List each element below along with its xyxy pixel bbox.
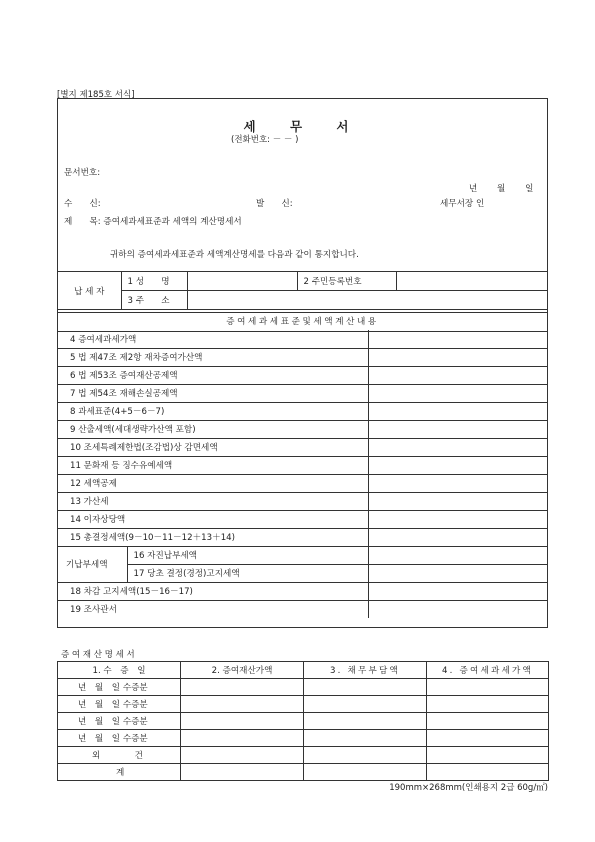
calc-item-value[interactable] [368,456,547,474]
property-header-taxable: 4. 증여세과세가액 [427,662,549,679]
subject-line: 제 목: 증여세과세표준과 세액의 계산명세서 [64,217,242,227]
calc-item-label: 19 조사관서 [58,600,368,618]
property-value-cell[interactable] [181,679,304,696]
calc-row [58,582,547,600]
receipt-date-label: 년 월 일 수증분 [78,700,148,710]
property-table [57,661,549,781]
recipient-label: 수 신: [64,199,101,209]
taxable-value-cell[interactable] [427,713,549,730]
property-header-value: 2. 증여재산가액 [181,662,304,679]
calc-item-label: 10 조세특례제한법(조감법)상 감면세액 [58,438,368,456]
calc-item-value[interactable] [368,348,547,366]
receipt-date-cell [58,764,181,781]
property-value-cell[interactable] [181,696,304,713]
property-row [58,764,549,781]
address-field[interactable] [187,291,547,310]
calc-item-value[interactable] [368,438,547,456]
property-title: 증여재산명세서 [61,650,138,660]
tax-notice-form [57,98,548,628]
debt-cell[interactable] [304,747,427,764]
receipt-date-label: 외 건 [92,751,143,761]
address-label: 3 주 소 [121,291,187,310]
property-row [58,679,549,696]
calc-item-label: 13 가산세 [58,492,368,510]
sender-label: 발 신: [256,199,293,209]
calc-section-header: 증여세과세표준및세액계산내용 [58,312,547,332]
calc-row [58,528,547,546]
notice-body-text: 귀하의 증여세과세표준과 세액계산명세를 다음과 같이 통지합니다. [110,250,359,260]
calc-item-label: 6 법 제53조 증여재산공제액 [58,366,368,384]
calc-row [58,600,547,618]
receipt-date-cell [58,679,181,696]
form-label: [별지 제185호 서식] [57,90,135,100]
calc-item-value[interactable] [368,420,547,438]
calc-row [58,348,547,366]
calc-item-value[interactable] [368,384,547,402]
calc-item-value[interactable] [368,528,547,546]
calc-item-label: 7 법 제54조 재해손실공제액 [58,384,368,402]
calc-item-label: 14 이자상당액 [58,510,368,528]
calc-item-label: 5 법 제47조 제2항 재차증여가산액 [58,348,368,366]
office-chief-seal: 세무서장 인 [440,199,485,209]
calc-item-value[interactable] [368,402,547,420]
taxable-value-cell[interactable] [427,696,549,713]
debt-cell[interactable] [304,679,427,696]
receipt-date-cell [58,713,181,730]
calc-item-value[interactable] [368,564,547,582]
property-value-cell[interactable] [181,730,304,747]
receipt-date-label: 년 월 일 수증분 [78,717,148,727]
resident-id-field[interactable] [396,272,547,291]
resident-id-label: 2 주민등록번호 [297,272,396,291]
taxable-value-cell[interactable] [427,764,549,781]
property-row [58,747,549,764]
calc-item-label: 4 증여세과세가액 [58,330,368,348]
calc-item-value[interactable] [368,546,547,564]
calc-row [58,366,547,384]
calc-item-label: 16 자진납부세액 [127,546,368,564]
office-title: 세 무 서 [243,119,364,134]
calc-item-label: 15 총결정세액(9－10－11－12＋13＋14) [58,528,368,546]
calc-row [58,492,547,510]
taxable-value-cell[interactable] [427,730,549,747]
receipt-date-label: 계 [116,768,125,778]
calc-row [58,510,547,528]
phone-number-line: (전화번호: － － ) [231,135,299,145]
calc-item-label: 8 과세표준(4+5－6－7) [58,402,368,420]
date-line: 년 월 일 [469,184,534,194]
calc-row [58,384,547,402]
taxpayer-group-label: 납 세 자 [58,272,121,310]
property-row [58,696,549,713]
calc-item-value[interactable] [368,366,547,384]
calc-item-value[interactable] [368,330,547,348]
calc-item-label: 18 차감 고지세액(15－16－17) [58,582,368,600]
property-value-cell[interactable] [181,747,304,764]
calc-row [58,330,547,348]
debt-cell[interactable] [304,730,427,747]
debt-cell[interactable] [304,696,427,713]
calc-item-label: 17 당초 결정(경정)고지세액 [127,564,368,582]
calc-row [58,546,547,564]
calc-item-value[interactable] [368,510,547,528]
receipt-date-label: 년 월 일 수증분 [78,734,148,744]
name-label: 1 성 명 [121,272,187,291]
receipt-date-label: 년 월 일 수증분 [78,683,148,693]
receipt-date-cell [58,747,181,764]
receipt-date-cell [58,730,181,747]
calc-item-value[interactable] [368,474,547,492]
calc-row [58,564,547,582]
doc-number-label: 문서번호: [64,168,101,178]
paid-tax-group-label: 기납부세액 [58,546,127,582]
calc-item-label: 9 산출세액(세대생략가산액 포함) [58,420,368,438]
calc-row [58,438,547,456]
property-value-cell[interactable] [181,764,304,781]
name-field[interactable] [187,272,297,291]
paper-size-footer: 190mm×268mm(인쇄용지 2급 60g/㎡) [389,783,548,793]
calc-item-value[interactable] [368,600,547,618]
calc-row [58,474,547,492]
calc-item-label: 11 문화재 등 징수유예세액 [58,456,368,474]
taxpayer-table [58,271,547,310]
calc-item-value[interactable] [368,582,547,600]
property-header-date: 1. 수 증 일 [58,662,181,679]
receipt-date-cell [58,696,181,713]
debt-cell[interactable] [304,713,427,730]
taxable-value-cell[interactable] [427,747,549,764]
property-row [58,713,549,730]
calc-row [58,420,547,438]
calc-item-value[interactable] [368,492,547,510]
property-header-debt: 3. 채무부담액 [304,662,427,679]
property-row [58,730,549,747]
taxable-value-cell[interactable] [427,679,549,696]
calc-row [58,456,547,474]
calculation-table [58,330,547,618]
debt-cell[interactable] [304,764,427,781]
calc-row [58,402,547,420]
calc-item-label: 12 세액공제 [58,474,368,492]
property-value-cell[interactable] [181,713,304,730]
